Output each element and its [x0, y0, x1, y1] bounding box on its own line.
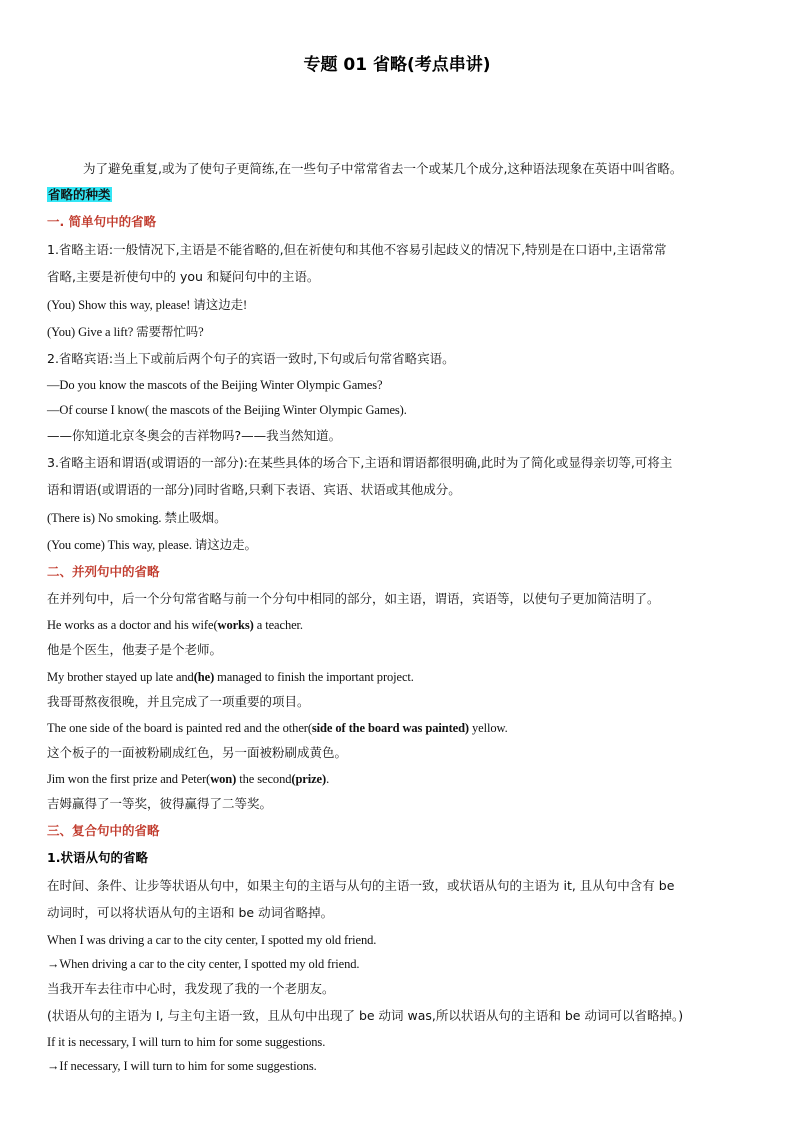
sec1-example-5: ——你知道北京冬奥会的吉祥物吗?——我当然知道。: [47, 428, 342, 443]
kinds-label-text: 省略的种类: [48, 187, 111, 202]
section-3-heading: 三、复合句中的省略: [47, 823, 160, 838]
sec1-example-1: (You) Show this way, please! 请这边走!: [47, 298, 248, 312]
kinds-label: [47, 186, 112, 204]
sec2-e2-part-b: (he): [193, 670, 215, 684]
sec1-example-3: —Do you know the mascots of the Beijing Winter Olympic Games?: [47, 378, 383, 392]
sec2-e4-part-e: .: [326, 772, 330, 786]
sec2-e4-part-c: the second: [236, 772, 292, 786]
sec1-example-4: —Of course I know( the mascots of the Beijing Winter Olympic Games).: [47, 403, 407, 417]
sec2-translation-2: 我哥哥熬夜很晚，并且完成了一项重要的项目。: [47, 694, 310, 709]
sec2-e3-part-b: side of the board was painted): [311, 721, 469, 735]
sec3-subheading-1: 1.状语从句的省略: [47, 850, 148, 865]
sec2-e3-part-a: The one side of the board is painted red and the other(: [47, 721, 312, 735]
sec1-p1-line1: 1.省略主语:一般情况下,主语是不能省略的,但在祈使句和其他不容易引起歧义的情况下,特别是在口语中,主语常常: [47, 242, 667, 257]
sec2-p1: 在并列句中，后一个分句常省略与前一个分句中相同的部分，如主语，谓语，宾语等，以使句子更加简洁明了。: [47, 591, 660, 606]
sec2-e2-part-a: My brother stayed up late and: [47, 670, 194, 684]
sec2-e1-part-b: works): [217, 618, 254, 632]
page-title: 专题 01 省略(考点串讲): [303, 55, 491, 75]
sec2-example-3: [47, 719, 508, 737]
sec2-translation-1: 他是个医生，他妻子是个老师。: [47, 642, 223, 657]
sec1-p1-line2: 省略,主要是祈使句中的 you 和疑问句中的主语。: [47, 269, 320, 284]
sec3-p1-line1: 在时间、条件、让步等状语从句中，如果主句的主语与从句的主语一致，或状语从句的主语为 it, 且从句中含有 be: [47, 878, 675, 893]
sec1-p3-line1: 3.省略主语和谓语(或谓语的一部分):在某些具体的场合下,主语和谓语都很明确,此时为了简化或显得亲切等,可将主: [47, 455, 673, 470]
section-2-heading: 二、并列句中的省略: [47, 564, 160, 579]
sec1-example-6: (There is) No smoking. 禁止吸烟。: [47, 511, 227, 525]
sec3-example-1: When I was driving a car to the city center, I spotted my old friend.: [47, 933, 377, 947]
sec3-example-3: If it is necessary, I will turn to him for some suggestions.: [47, 1035, 326, 1049]
sec3-example-2: →When driving a car to the city center, I spotted my old friend.: [47, 957, 360, 971]
sec2-example-2: [47, 668, 414, 686]
sec1-p3-line2: 语和谓语(或谓语的一部分)同时省略,只剩下表语、宾语、状语或其他成分。: [47, 482, 461, 497]
sec2-example-4: [47, 770, 329, 788]
sec1-example-2: (You) Give a lift? 需要帮忙吗?: [47, 325, 204, 339]
sec2-e2-part-c: managed to finish the important project.: [214, 670, 414, 684]
sec2-translation-3: 这个板子的一面被粉刷成红色，另一面被粉刷成黄色。: [47, 745, 348, 760]
sec2-e3-part-c: yellow.: [469, 721, 508, 735]
sec2-e4-part-d: (prize): [291, 772, 327, 786]
sec3-example-4: →If necessary, I will turn to him for some suggestions.: [47, 1059, 317, 1073]
sec1-p2: 2.省略宾语:当上下或前后两个句子的宾语一致时,下句或后句常省略宾语。: [47, 351, 455, 366]
sec2-e4-part-b: won): [210, 772, 237, 786]
sec2-example-1: [47, 616, 303, 634]
sec1-example-7: (You come) This way, please. 请这边走。: [47, 538, 257, 552]
section-1-heading: 一. 简单句中的省略: [47, 214, 157, 229]
sec2-e4-part-a: Jim won the first prize and Peter(: [47, 772, 211, 786]
sec2-e1-part-c: a teacher.: [253, 618, 303, 632]
sec2-e1-part-a: He works as a doctor and his wife(: [47, 618, 218, 632]
sec3-p1-line2: 动词时，可以将状语从句的主语和 be 动词省略掉。: [47, 905, 334, 920]
sec3-translation-1: 当我开车去往市中心时，我发现了我的一个老朋友。: [47, 981, 335, 996]
sec3-note: (状语从句的主语为 I, 与主句主语一致，且从句中出现了 be 动词 was,所以状语从句的主语和 be 动词可以省略掉。): [47, 1008, 684, 1023]
sec2-translation-4: 吉姆赢得了一等奖，彼得赢得了二等奖。: [47, 796, 273, 811]
intro-paragraph: 为了避免重复,或为了使句子更简练,在一些句子中常常省去一个或某几个成分,这种语法现象在英语中叫省略。: [83, 161, 683, 176]
